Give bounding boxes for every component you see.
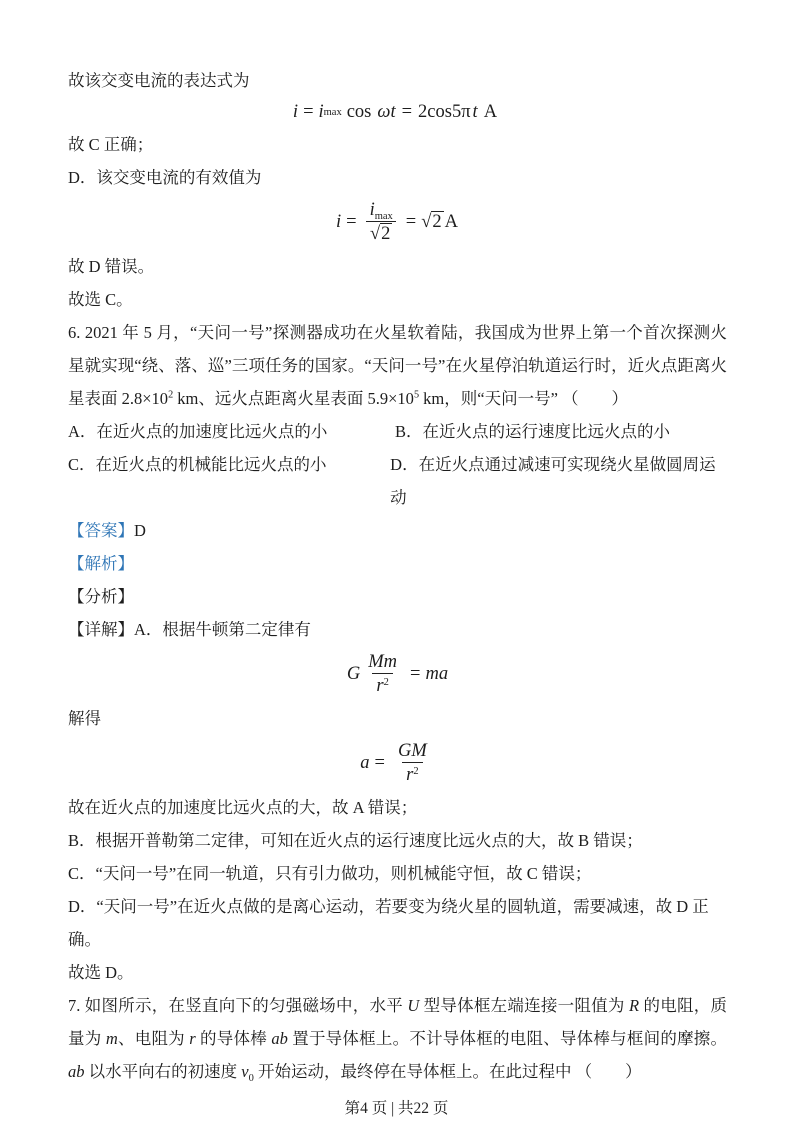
explanation-line (68, 956, 727, 989)
math-var: r (376, 676, 384, 696)
math-var: ab (68, 1062, 85, 1081)
radicand: 2 (432, 212, 442, 232)
stem-text: 、电阻为 (117, 1029, 190, 1048)
option-a (68, 415, 395, 448)
options-row-1 (68, 415, 727, 448)
stem-text: km、远火点距离火星表面 5.9×10 (173, 389, 414, 408)
math-var: ωt (377, 102, 396, 122)
option-b (395, 415, 670, 448)
fenxi-label: 【分析】 (68, 587, 134, 606)
explanation-text: 解得 (68, 709, 101, 728)
math-token: = (374, 752, 385, 773)
detail-label: 【详解】 (68, 620, 134, 639)
explanation-line (68, 161, 727, 194)
exponent: 5 (413, 389, 420, 401)
stem-text: 以水平向右的初速度 (84, 1062, 242, 1081)
radicand: 2 (381, 224, 391, 244)
option-a-text: 在近火点的加速度比远火点的小 (96, 422, 328, 441)
explanation-text: D．该交变电流的有效值为 (68, 168, 262, 187)
stem-text: 6. 2021 年 5 月，“天问一号”探测器成功在火星软着陆，我国成为世界上第一个首次探测火星就实现“绕、落、巡”三项任务的国家。“天问一号”在火星停泊轨道运行时，近火点距离火星表面 2.8×10 (68, 323, 727, 408)
stem-text: 型导体框左端连接一阻值为 (419, 996, 630, 1015)
stem-text: 的导体棒 (195, 1029, 272, 1048)
answer-line (68, 514, 727, 547)
math-var: i (335, 211, 342, 232)
math-unit: A (483, 102, 498, 122)
math-unit: A (444, 211, 458, 232)
option-d-label: D． (390, 455, 419, 474)
explanation-text: C．“天问一号”在同一轨道，只有引力做功，则机械能守恒，故 C 错误； (68, 864, 592, 883)
explanation-line (68, 250, 727, 283)
math-token: = (303, 102, 314, 122)
formula-acceleration (68, 740, 727, 786)
question-7-stem (68, 989, 727, 1088)
fraction-denominator (402, 762, 422, 786)
formula-newton-second-law (68, 651, 727, 697)
stem-text: km，则“天问一号” （ ） (419, 389, 629, 408)
option-c-text: 在近火点的机械能比远火点的小 (95, 455, 327, 474)
options-row-2 (68, 448, 727, 514)
explanation-text: 故选 C。 (68, 290, 133, 309)
math-var: ab (271, 1029, 288, 1048)
explanation-line (68, 702, 727, 735)
option-a-label: A． (68, 422, 97, 441)
math-var: m (105, 1029, 118, 1048)
fraction-denominator (366, 221, 396, 245)
explanation-text: B．根据开普勒第二定律，可知在近火点的运行速度比远火点的大，故 B 错误； (68, 831, 643, 850)
math-subscript: max (374, 211, 393, 222)
explanation-text: 故该交变电流的表达式为 (68, 71, 250, 90)
math-token: = (401, 102, 413, 122)
explanation-line (68, 64, 727, 97)
analysis-label: 【解析】 (68, 554, 134, 573)
stem-text: 7. 如图所示，在竖直向下的匀强磁场中，水平 (68, 996, 408, 1015)
question-6-stem (68, 316, 727, 415)
explanation-line (68, 824, 727, 857)
radical-sign: √ (421, 212, 432, 232)
detail-text: A．根据牛顿第二定律有 (134, 620, 311, 639)
fraction-denominator (372, 673, 392, 697)
math-subscript: 0 (248, 1073, 254, 1084)
math-var: r (406, 765, 414, 785)
answer-value: D (134, 521, 146, 540)
option-b-label: B． (395, 422, 423, 441)
formula-rms-current (68, 199, 727, 245)
option-c (68, 448, 390, 514)
fraction (394, 740, 431, 786)
option-c-label: C． (68, 455, 96, 474)
exponent: 2 (168, 389, 174, 401)
math-token: = (405, 211, 417, 232)
fraction-numerator: GM (397, 741, 427, 761)
math-var: i (292, 102, 299, 122)
exponent: 2 (383, 677, 389, 688)
math-token: 2cos5π (418, 102, 471, 122)
fraction (366, 199, 397, 245)
math-var: i (369, 200, 375, 220)
math-var: a (360, 752, 370, 773)
math-var: r (189, 1029, 196, 1048)
fraction-numerator (366, 199, 397, 221)
explanation-line (68, 283, 727, 316)
math-var: i (318, 102, 324, 122)
formula-current-expression: i = i max cos ωt = 2cos5π t A (292, 102, 498, 122)
math-var: U (407, 996, 420, 1015)
explanation-line (68, 128, 727, 161)
exponent: 2 (413, 766, 419, 777)
math-var: v (241, 1062, 249, 1081)
explanation-line (68, 791, 727, 824)
option-b-text: 在近火点的运行速度比远火点的小 (422, 422, 671, 441)
fraction-numerator: Mm (368, 652, 398, 672)
explanation-line (68, 890, 727, 956)
math-token: = (410, 663, 421, 684)
math-var: t (472, 102, 478, 122)
sqrt-expression (370, 223, 392, 245)
option-d-text: 在近火点通过减速可实现绕火星做圆周运动 (390, 455, 716, 507)
radical-sign: √ (369, 224, 381, 244)
answer-label: 【答案】 (68, 521, 134, 540)
explanation-text: 故 C 正确； (68, 135, 154, 154)
math-var: R (629, 996, 640, 1015)
math-var: G (346, 663, 361, 684)
explanation-text: 故在近火点的加速度比远火点的大，故 A 错误； (68, 798, 418, 817)
stem-text: 置于导体框上。不计导体框的电阻、导体棒与框间的摩擦。 (287, 1029, 728, 1048)
page-footer (0, 1096, 793, 1118)
sqrt-expression (421, 211, 443, 233)
math-var: ma (425, 663, 449, 684)
explanation-text: D．“天问一号”在近火点做的是离心运动，若要变为绕火星的圆轨道，需要减速，故 D 正确。 (68, 897, 709, 949)
explanation-text: 故 D 错误。 (68, 257, 155, 276)
option-d (390, 448, 727, 514)
detail-line (68, 613, 727, 646)
stem-text: 的电阻，质量为 (68, 996, 728, 1048)
math-token: cos (346, 102, 372, 122)
page-number: 第4 页 | 共22 页 (344, 1100, 449, 1117)
explanation-text: 故选 D。 (68, 963, 134, 982)
explanation-line (68, 857, 727, 890)
stem-text: 开始运动，最终停在导体框上。在此过程中 （ ） (253, 1062, 642, 1081)
math-token: = (346, 211, 357, 232)
fenxi-label-line (68, 580, 727, 613)
fraction (364, 651, 401, 697)
analysis-label-line (68, 547, 727, 580)
